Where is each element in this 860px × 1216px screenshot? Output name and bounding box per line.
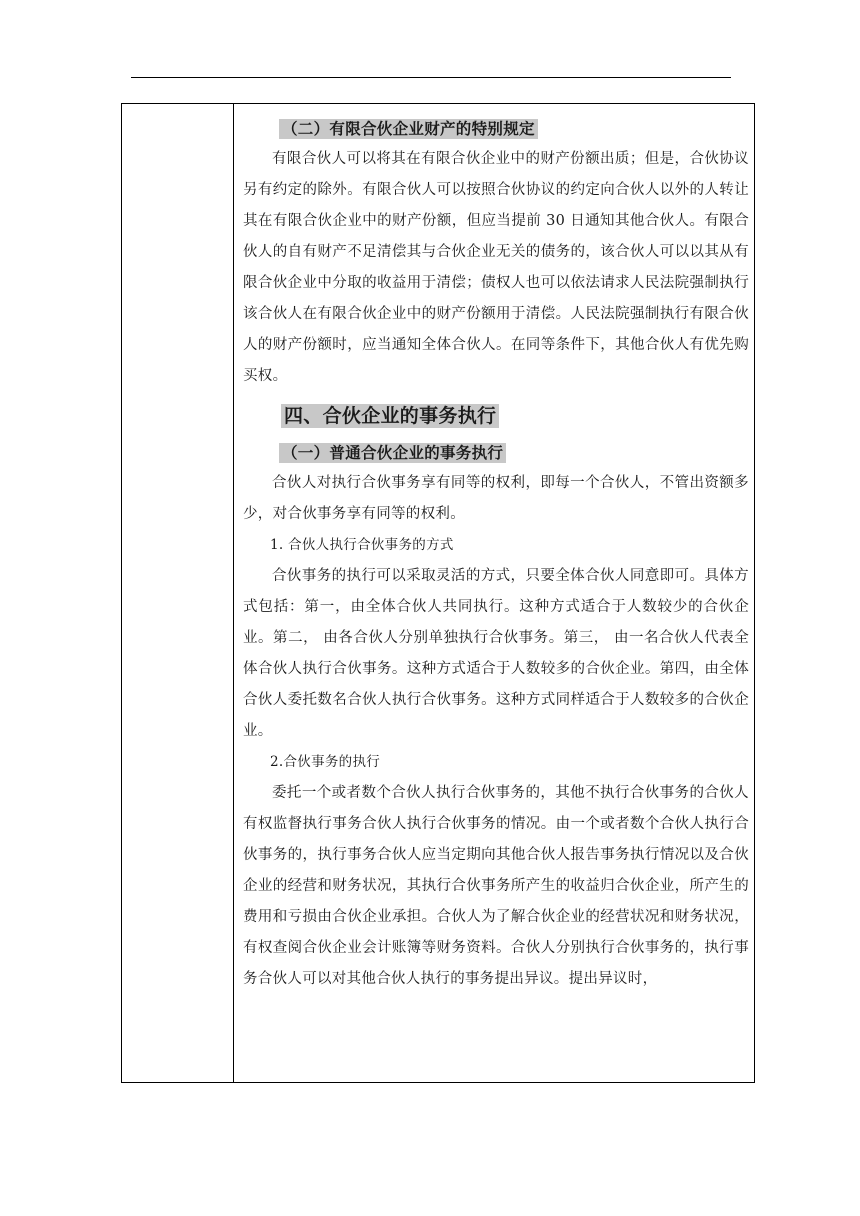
section-heading-limited-partnership-property (279, 114, 749, 144)
document-table (121, 103, 755, 1083)
heading-text: 四、合伙企业的事务执行 (281, 404, 499, 428)
heading-text: （二）有限合伙企业财产的特别规定 (279, 119, 538, 139)
table-left-column (122, 104, 234, 1082)
paragraph-limited-partnership-property: 有限合伙人可以将其在有限合伙企业中的财产份额出质；但是，合伙协议另有约定的除外。有限合伙人可以按照合伙协议的约定向合伙人以外的人转让其在有限合伙企业中的财产份额，但应当提前 30 日通知其他合伙人。有限合伙人的自有财产不足清偿其与合伙企业无关的债务的，该合伙人可以以其从有限合伙企业中分取的收益用于清偿；债权人也可以依法请求人民法院强制执行该合伙人在有限合伙企业中的财产份额用于清偿。人民法院强制执行有限合伙人的财产份额时，应当通知全体合伙人。在同等条件下，其他合伙人有优先购买权。 (243, 151, 749, 384)
section-heading-affairs-execution (281, 396, 749, 436)
numbered-item-execution-methods: 1. 合伙人执行合伙事务的方式 (270, 537, 454, 553)
table-content-cell (243, 104, 749, 995)
subsection-heading-general-partnership (279, 438, 749, 468)
paragraph-execution-methods: 合伙事务的执行可以采取灵活的方式，只要全体合伙人同意即可。具体方式包括：第一，由全体合伙人共同执行。这种方式适合于人数较少的合伙企业。第二， 由各合伙人分别单独执行合伙事务。第三， 由一名合伙人代表全体合伙人执行合伙事务。这种方式适合于人数较多的合伙企业。第四，由全体合伙人委托数名合伙人执行合伙事务。这种方式同样适合于人数较多的合伙企业。 (243, 568, 749, 739)
paragraph-equal-rights: 合伙人对执行合伙事务享有同等的权利，即每一个合伙人，不管出资额多少，对合伙事务享有同等的权利。 (243, 475, 749, 522)
heading-text: （一）普通合伙企业的事务执行 (279, 443, 506, 463)
paragraph-execution: 委托一个或者数个合伙人执行合伙事务的，其他不执行合伙事务的合伙人有权监督执行事务合伙人执行合伙事务的情况。由一个或者数个合伙人执行合伙事务的，执行事务合伙人应当定期向其他合伙人报告事务执行情况以及合伙企业的经营和财务状况，其执行合伙事务所产生的收益归合伙企业，所产生的费用和亏损由合伙企业承担。合伙人为了解合伙企业的经营状况和财务状况，有权查阅合伙企业会计账簿等财务资料。合伙人分别执行合伙事务的，执行事务合伙人可以对其他合伙人执行的事务提出异议。提出异议时， (243, 785, 749, 987)
numbered-item-execution: 2.合伙事务的执行 (270, 754, 381, 770)
header-rule (131, 77, 731, 78)
